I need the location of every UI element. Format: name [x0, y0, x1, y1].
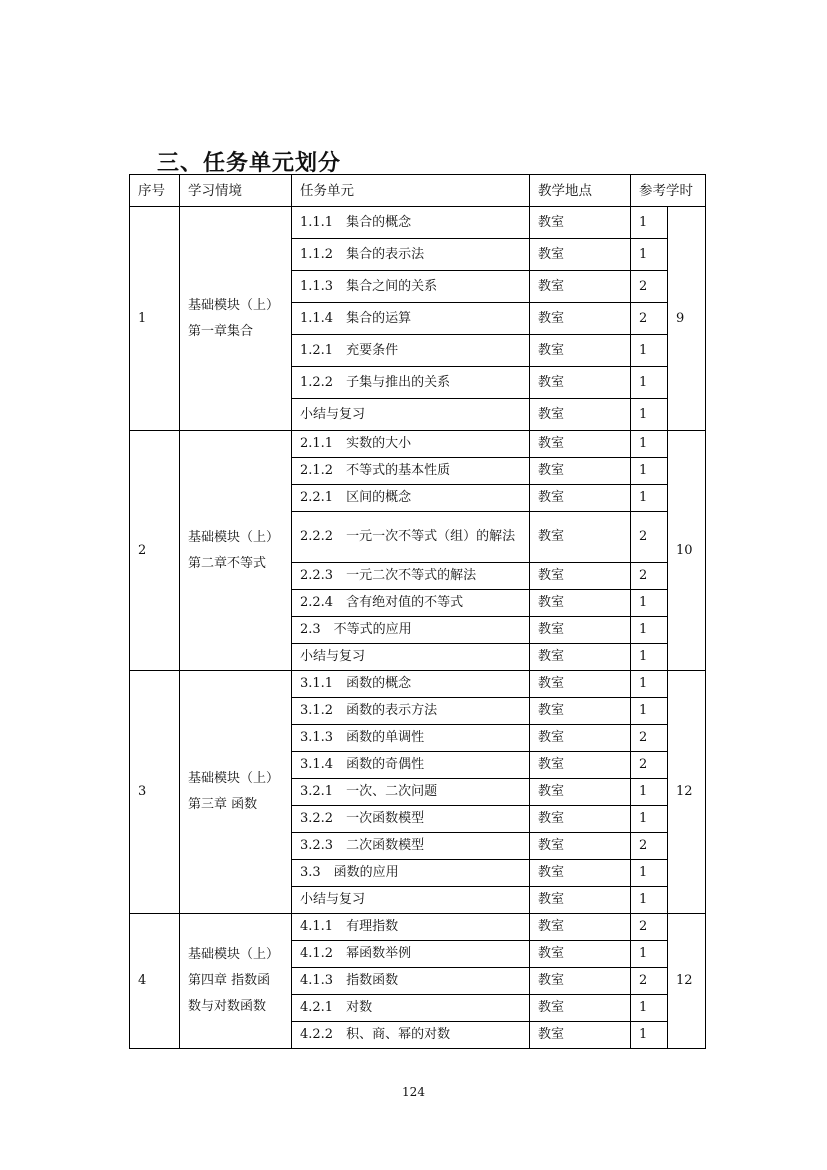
unit-cell: 2.2.2 一元一次不等式（组）的解法 [292, 512, 530, 563]
unit-cell: 2.1.1 实数的大小 [292, 431, 530, 458]
unit-cell: 4.2.2 积、商、幂的对数 [292, 1022, 530, 1049]
place-cell: 教室 [530, 860, 631, 887]
unit-cell: 2.1.2 不等式的基本性质 [292, 458, 530, 485]
table-row [130, 431, 706, 458]
place-cell: 教室 [530, 941, 631, 968]
unit-cell: 3.1.3 函数的单调性 [292, 725, 530, 752]
hours-cell: 2 [631, 512, 668, 563]
unit-cell: 1.1.1 集合的概念 [292, 207, 530, 239]
hours-cell: 2 [631, 914, 668, 941]
unit-cell: 3.2.2 一次函数模型 [292, 806, 530, 833]
place-cell: 教室 [530, 1022, 631, 1049]
seq-cell: 2 [130, 431, 180, 671]
place-cell: 教室 [530, 207, 631, 239]
situation-cell: 基础模块（上） 第四章 指数函 数与对数函数 [180, 914, 292, 1049]
unit-cell: 2.2.3 一元二次不等式的解法 [292, 563, 530, 590]
hours-cell: 2 [631, 968, 668, 995]
unit-cell: 小结与复习 [292, 887, 530, 914]
unit-cell: 3.1.1 函数的概念 [292, 671, 530, 698]
hours-cell: 1 [631, 431, 668, 458]
hours-cell: 1 [631, 367, 668, 399]
header-unit: 任务单元 [292, 175, 530, 207]
place-cell: 教室 [530, 725, 631, 752]
place-cell: 教室 [530, 968, 631, 995]
hours-cell: 2 [631, 303, 668, 335]
hours-cell: 1 [631, 207, 668, 239]
place-cell: 教室 [530, 617, 631, 644]
hours-cell: 2 [631, 563, 668, 590]
hours-cell: 1 [631, 485, 668, 512]
unit-cell: 1.2.1 充要条件 [292, 335, 530, 367]
hours-cell: 2 [631, 752, 668, 779]
unit-cell: 1.1.3 集合之间的关系 [292, 271, 530, 303]
hours-cell: 1 [631, 806, 668, 833]
place-cell: 教室 [530, 779, 631, 806]
header-seq: 序号 [130, 175, 180, 207]
unit-cell: 3.2.3 二次函数模型 [292, 833, 530, 860]
header-place: 教学地点 [530, 175, 631, 207]
place-cell: 教室 [530, 887, 631, 914]
place-cell: 教室 [530, 806, 631, 833]
place-cell: 教室 [530, 752, 631, 779]
hours-cell: 1 [631, 860, 668, 887]
place-cell: 教室 [530, 512, 631, 563]
place-cell: 教室 [530, 995, 631, 1022]
hours-cell: 1 [631, 779, 668, 806]
seq-cell: 1 [130, 207, 180, 431]
hours-cell: 1 [631, 335, 668, 367]
place-cell: 教室 [530, 431, 631, 458]
place-cell: 教室 [530, 563, 631, 590]
unit-cell: 2.2.1 区间的概念 [292, 485, 530, 512]
place-cell: 教室 [530, 271, 631, 303]
unit-cell: 3.1.4 函数的奇偶性 [292, 752, 530, 779]
situation-cell: 基础模块（上） 第三章 函数 [180, 671, 292, 914]
total-hours-cell: 9 [668, 207, 706, 431]
unit-cell: 4.1.3 指数函数 [292, 968, 530, 995]
place-cell: 教室 [530, 914, 631, 941]
unit-cell: 1.2.2 子集与推出的关系 [292, 367, 530, 399]
header-situation: 学习情境 [180, 175, 292, 207]
unit-cell: 4.2.1 对数 [292, 995, 530, 1022]
place-cell: 教室 [530, 671, 631, 698]
hours-cell: 1 [631, 887, 668, 914]
place-cell: 教室 [530, 367, 631, 399]
place-cell: 教室 [530, 833, 631, 860]
header-hours: 参考学时 [631, 175, 706, 207]
hours-cell: 2 [631, 833, 668, 860]
place-cell: 教室 [530, 303, 631, 335]
place-cell: 教室 [530, 399, 631, 431]
hours-cell: 1 [631, 995, 668, 1022]
place-cell: 教室 [530, 335, 631, 367]
section-heading: 三、任务单元划分 [157, 151, 342, 176]
place-cell: 教室 [530, 239, 631, 271]
unit-cell: 4.1.1 有理指数 [292, 914, 530, 941]
unit-cell: 2.2.4 含有绝对值的不等式 [292, 590, 530, 617]
place-cell: 教室 [530, 590, 631, 617]
situation-cell: 基础模块（上） 第一章集合 [180, 207, 292, 431]
unit-cell: 3.2.1 一次、二次问题 [292, 779, 530, 806]
total-hours-cell: 12 [668, 671, 706, 914]
hours-cell: 1 [631, 458, 668, 485]
place-cell: 教室 [530, 485, 631, 512]
hours-cell: 1 [631, 644, 668, 671]
hours-cell: 1 [631, 617, 668, 644]
unit-cell: 2.3 不等式的应用 [292, 617, 530, 644]
unit-cell: 1.1.2 集合的表示法 [292, 239, 530, 271]
hours-cell: 1 [631, 399, 668, 431]
unit-cell: 3.1.2 函数的表示方法 [292, 698, 530, 725]
task-unit-table [129, 174, 706, 1049]
place-cell: 教室 [530, 644, 631, 671]
table-row [130, 207, 706, 239]
total-hours-cell: 10 [668, 431, 706, 671]
table-row [130, 914, 706, 941]
hours-cell: 2 [631, 271, 668, 303]
hours-cell: 2 [631, 725, 668, 752]
hours-cell: 1 [631, 698, 668, 725]
place-cell: 教室 [530, 458, 631, 485]
hours-cell: 1 [631, 239, 668, 271]
unit-cell: 1.1.4 集合的运算 [292, 303, 530, 335]
hours-cell: 1 [631, 941, 668, 968]
page-number: 124 [402, 1085, 425, 1099]
unit-cell: 小结与复习 [292, 644, 530, 671]
unit-cell: 小结与复习 [292, 399, 530, 431]
place-cell: 教室 [530, 698, 631, 725]
hours-cell: 1 [631, 1022, 668, 1049]
seq-cell: 4 [130, 914, 180, 1049]
seq-cell: 3 [130, 671, 180, 914]
unit-cell: 4.1.2 幂函数举例 [292, 941, 530, 968]
table-row [130, 671, 706, 698]
hours-cell: 1 [631, 590, 668, 617]
hours-cell: 1 [631, 671, 668, 698]
unit-cell: 3.3 函数的应用 [292, 860, 530, 887]
total-hours-cell: 12 [668, 914, 706, 1049]
situation-cell: 基础模块（上） 第二章不等式 [180, 431, 292, 671]
